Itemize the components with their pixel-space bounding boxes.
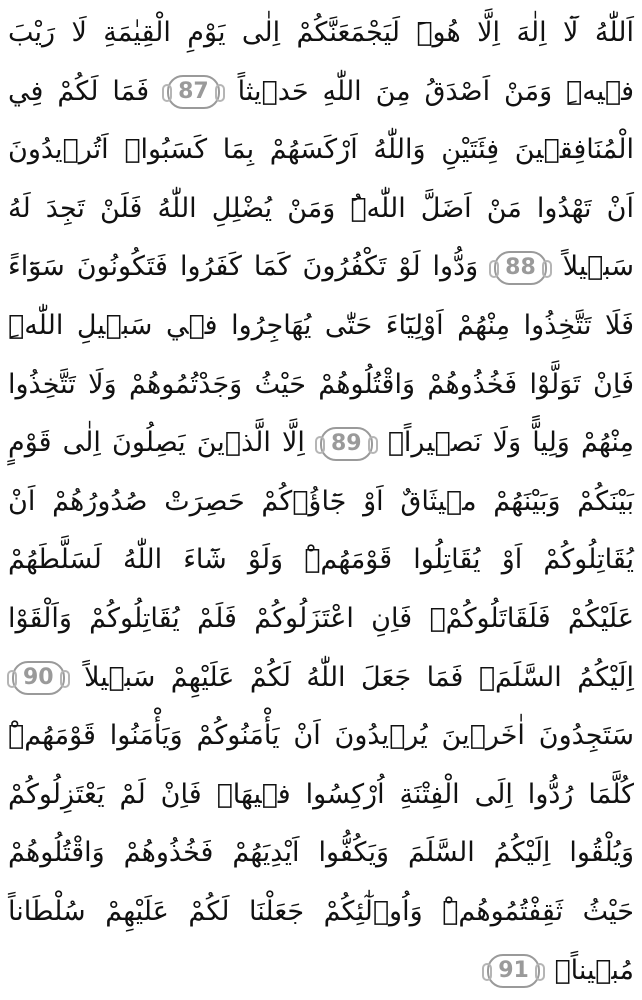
- verse-number-marker: 89: [320, 427, 373, 461]
- verse-number-marker: 87: [167, 75, 220, 109]
- verse-number-marker: 90: [12, 661, 65, 695]
- verse-text: سَتَجِدُونَ اٰخَر۪ينَ يُر۪يدُونَ اَنْ يَأْمَنُوكُمْ وَيَأْمَنُوا قَوْمَهُمْۜ كُلَّمَا رُدُّوا اِلَى الْفِتْنَةِ اُرْكِسُوا ف۪يهَاۚ فَاِنْ لَمْ يَعْتَزِلُوكُمْ وَيُلْقُوا اِلَيْكُمُ السَّلَمَ وَيَكُفُّوا اَيْدِيَهُمْ فَخُذُوهُمْ وَاقْتُلُوهُمْ حَيْثُ ثَقِفْتُمُوهُمْۜ وَاُو۬لٰٓئِكُمْ جَعَلْنَا لَكُمْ عَلَيْهِمْ سُلْطَاناً مُب۪يناً۟: [8, 720, 634, 986]
- verse-text-block: [8, 4, 634, 1000]
- verse-text: وَدُّوا لَوْ تَكْفُرُونَ كَمَا كَفَرُوا فَتَكُونُونَ سَوَٓاءً فَلَا تَتَّخِذُوا مِنْهُمْ اَوْلِيَٓاءَ حَتّٰى يُهَاجِرُوا ف۪ي سَب۪يلِ اللّٰهِۜ فَاِنْ تَوَلَّوْا فَخُذُوهُمْ وَاقْتُلُوهُمْ حَيْثُ وَجَدْتُمُوهُمْ وَلَا تَتَّخِذُوا مِنْهُمْ وَلِياًّ وَلَا نَص۪يراًۙ: [8, 251, 634, 459]
- verse-text: اَللّٰهُ لَٓا اِلٰهَ اِلَّا هُوَۜ لَيَجْمَعَنَّكُمْ اِلٰى يَوْمِ الْقِيٰمَةِ لَا رَيْبَ ف۪يهِۜ وَمَنْ اَصْدَقُ مِنَ اللّٰهِ حَد۪يثاً: [8, 17, 634, 107]
- verse-text: اِلَّا الَّذ۪ينَ يَصِلُونَ اِلٰى قَوْمٍ بَيْنَكُمْ وَبَيْنَهُمْ م۪يثَاقٌ اَوْ جَٓاؤُ۫كُمْ حَصِرَتْ صُدُورُهُمْ اَنْ يُقَاتِلُوكُمْ اَوْ يُقَاتِلُوا قَوْمَهُمْۜ وَلَوْ شَٓاءَ اللّٰهُ لَسَلَّطَهُمْ عَلَيْكُمْ فَلَقَاتَلُوكُمْۚ فَاِنِ اعْتَزَلُوكُمْ فَلَمْ يُقَاتِلُوكُمْ وَاَلْقَوْا اِلَيْكُمُ السَّلَمَۙ فَمَا جَعَلَ اللّٰهُ لَكُمْ عَلَيْهِمْ سَب۪يلاً: [8, 427, 634, 693]
- verse-text: فَمَا لَكُمْ فِي الْمُنَافِق۪ينَ فِئَتَيْنِ وَاللّٰهُ اَرْكَسَهُمْ بِمَا كَسَبُواۜ اَتُر۪يدُونَ اَنْ تَهْدُوا مَنْ اَضَلَّ اللّٰهُۜ وَمَنْ يُضْلِلِ اللّٰهُ فَلَنْ تَجِدَ لَهُ سَب۪يلاً: [8, 75, 635, 283]
- verse-number-marker: 91: [487, 954, 540, 988]
- verse-number-marker: 88: [494, 251, 547, 285]
